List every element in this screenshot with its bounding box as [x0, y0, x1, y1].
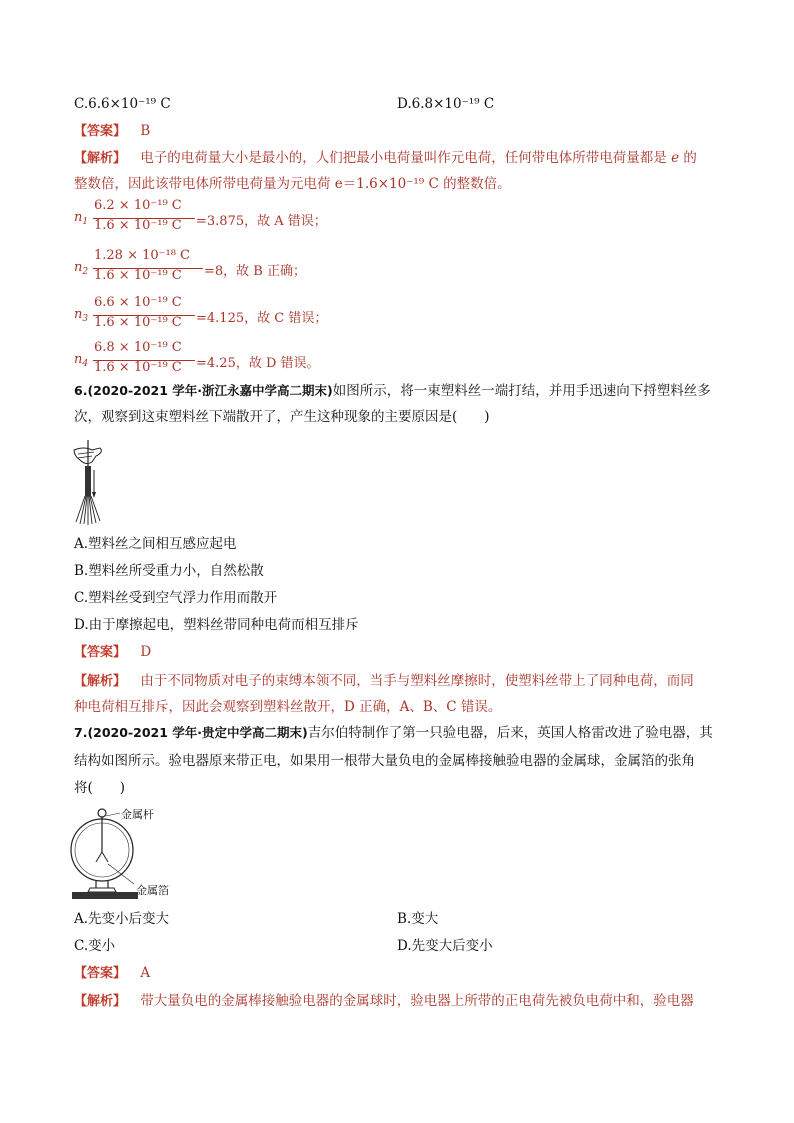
fraction-numerator: 6.6 × 10⁻¹⁹ C: [94, 295, 182, 310]
q6-analysis-line-2: 种电荷相互排斥，因此会观察到塑料丝散开，D 正确，A、B、C 错误。: [74, 699, 502, 715]
q7-option-a: A.先变小后变大: [74, 911, 170, 927]
q5-analysis-var-e: e: [671, 150, 680, 166]
q5-answer-row: [74, 122, 150, 141]
q6-answer-row: [74, 643, 151, 662]
q5-analysis-formula: e＝1.6×10⁻¹⁹ C 的整数倍。: [334, 176, 511, 192]
q6-analysis-text-1: 由于不同物质对电子的束缚本领不同，当手与塑料丝摩擦时，使塑料丝带上了同种电荷，而同: [140, 673, 694, 689]
analysis-label: 【解析】: [74, 994, 127, 1009]
answer-label: 【答案】: [74, 124, 127, 139]
fraction-result: =8，故 B 正确；: [204, 264, 306, 279]
q7-analysis-text-1: 带大量负电的金属棒接触验电器的金属球时，验电器上所带的正电荷先被负电荷中和，验电器: [140, 993, 694, 1009]
fraction-variable: $n_4$: [74, 352, 89, 369]
q5-analysis-line-2: [74, 175, 511, 193]
answer-label: 【答案】: [74, 966, 127, 981]
q5-analysis-text-1: 电子的电荷量大小是最小的，人们把最小电荷量叫作元电荷，任何带电体所带电荷量都是: [140, 150, 667, 166]
q7-stem-line-2: 结构如图所示。验电器原来带正电，如果用一根带大量负电的金属棒接触验电器的金属球，金属箔的张角: [74, 753, 695, 769]
plastic-strands-figure: [70, 438, 120, 528]
q5-option-d: D.6.8×10⁻¹⁹ C: [397, 96, 495, 112]
fraction-result: =4.25，故 D 错误。: [196, 356, 320, 371]
answer-label: 【答案】: [74, 645, 127, 660]
q7-option-d: D.先变大后变小: [397, 938, 493, 954]
fraction-denominator: 1.6 × 10⁻¹⁹ C: [94, 315, 182, 330]
q6-answer: D: [140, 644, 152, 660]
fraction-denominator: 1.6 × 10⁻¹⁹ C: [94, 218, 182, 233]
fraction-result: =3.875，故 A 错误；: [196, 214, 327, 229]
q5-answer: B: [140, 123, 151, 139]
q7-answer: A: [140, 965, 151, 981]
q6-stem-line-1: [74, 382, 711, 400]
q7-stem-text-1: 吉尔伯特制作了第一只验电器，后来，英国人格雷改进了验电器，其: [307, 725, 713, 741]
fraction-denominator: 1.6 × 10⁻¹⁹ C: [94, 268, 182, 283]
q6-stem-line-2: 次，观察到这束塑料丝下端散开了，产生这种现象的主要原因是( ): [74, 409, 490, 425]
figure-label-metal-rod: 金属杆: [121, 808, 154, 821]
fraction-result: =4.125，故 C 错误；: [196, 311, 328, 326]
q7-analysis-line-1: [74, 992, 694, 1011]
q7-source: (2020-2021 学年·贵定中学高二期末): [87, 725, 308, 740]
q6-option-b: B.塑料丝所受重力小，自然松散: [74, 563, 264, 579]
q7-option-b: B.变大: [397, 911, 439, 927]
fraction-numerator: 1.28 × 10⁻¹⁸ C: [94, 248, 191, 263]
fraction-denominator: 1.6 × 10⁻¹⁹ C: [94, 360, 182, 375]
q6-option-d: D.由于摩擦起电，塑料丝带同种电荷而相互排斥: [74, 617, 359, 633]
fraction-variable: $n_3$: [74, 307, 89, 324]
q7-option-c: C.变小: [74, 938, 116, 954]
analysis-label: 【解析】: [74, 674, 127, 689]
fraction-variable: $n_1$: [74, 210, 89, 227]
q6-stem-text-1: 如图所示，将一束塑料丝一端打结，并用手迅速向下捋塑料丝多: [332, 383, 711, 399]
q5-analysis-text-2: 整数倍，因此该带电体所带电荷量为元电荷: [74, 176, 331, 192]
fraction-numerator: 6.2 × 10⁻¹⁹ C: [94, 198, 182, 213]
q7-answer-row: [74, 964, 150, 983]
q5-option-c: C.6.6×10⁻¹⁹ C: [74, 96, 171, 112]
fraction-numerator: 6.8 × 10⁻¹⁹ C: [94, 340, 182, 355]
q7-stem-line-3: 将( ): [74, 780, 126, 796]
q6-option-c: C.塑料丝受到空气浮力作用而散开: [74, 590, 278, 606]
figure-label-metal-foil: 金属箔: [136, 884, 169, 897]
q7-number: 7.: [74, 725, 88, 740]
fraction-variable: $n_2$: [74, 260, 89, 277]
q6-number: 6.: [74, 383, 88, 398]
q5-analysis-text-1-end: 的: [683, 150, 697, 166]
q6-source: (2020-2021 学年·浙江永嘉中学高二期末): [87, 383, 333, 398]
q6-analysis-line-1: [74, 672, 694, 691]
q7-stem-line-1: [74, 724, 713, 742]
q5-analysis-line-1: [74, 149, 697, 168]
q6-option-a: A.塑料丝之间相互感应起电: [74, 536, 237, 552]
analysis-label: 【解析】: [74, 151, 127, 166]
